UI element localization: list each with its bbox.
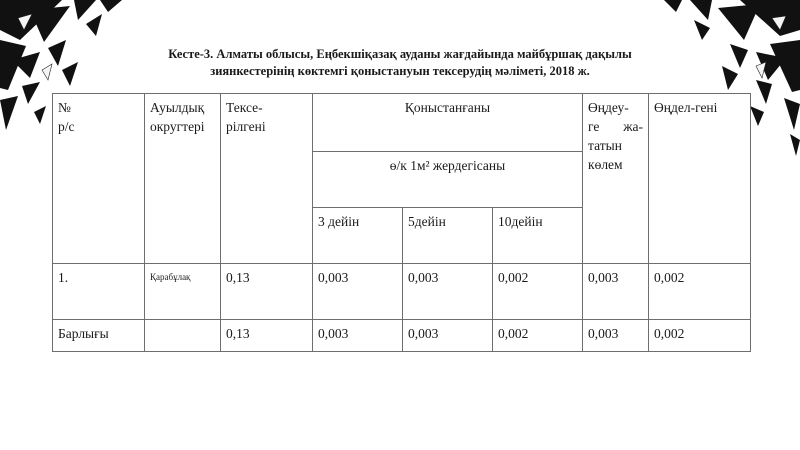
table-row (53, 320, 751, 352)
header-range-3: 10дейін (493, 208, 583, 264)
header-district-line1: Ауылдық (150, 100, 205, 115)
header-district-line2: округтері (150, 119, 205, 134)
header-processed-line2 (588, 117, 643, 136)
header-processed-line1: Өңдеу- (588, 100, 629, 115)
cell-range-1: 0,003 (313, 264, 403, 320)
table-row (53, 264, 751, 320)
cell-processed-done: 0,002 (649, 320, 751, 352)
header-settled: Қоныстанғаны (313, 94, 583, 152)
caption-line-1: Кесте-3. Алматы облысы, Еңбекшіқазақ ауданы жағдайында майбұршақ дақылы (168, 47, 632, 61)
cell-district: Қарабұлақ (145, 264, 221, 320)
cell-num: Барлығы (53, 320, 145, 352)
caption-line-2: зиянкестерінің көктемгі қоныстануын тексерудің мәліметі, 2018 ж. (210, 64, 590, 78)
cell-num: 1. (53, 264, 145, 320)
cell-range-1: 0,003 (313, 320, 403, 352)
cell-processed-done: 0,002 (649, 264, 751, 320)
header-district (145, 94, 221, 264)
cell-checked: 0,13 (221, 264, 313, 320)
header-range-1: 3 дейін (313, 208, 403, 264)
header-num (53, 94, 145, 264)
header-processed-line2a: ге (588, 119, 600, 134)
header-processed-line4: көлем (588, 157, 623, 172)
cell-checked: 0,13 (221, 320, 313, 352)
header-checked-line1: Тексе- (226, 100, 263, 115)
header-num-line1: № (58, 100, 71, 115)
header-processed-done: Өңдел-гені (649, 94, 751, 264)
header-range-2: 5дейін (403, 208, 493, 264)
cell-processed: 0,003 (583, 264, 649, 320)
cell-range-2: 0,003 (403, 320, 493, 352)
cell-processed: 0,003 (583, 320, 649, 352)
cell-range-3: 0,002 (493, 320, 583, 352)
header-processed-line3: татын (588, 138, 622, 153)
header-processed-line2b: жа- (623, 119, 644, 134)
cell-range-3: 0,002 (493, 264, 583, 320)
header-processed (583, 94, 649, 264)
cell-district (145, 320, 221, 352)
header-checked-line2: рілгені (226, 119, 266, 134)
header-checked (221, 94, 313, 264)
table-caption (120, 46, 680, 80)
header-per-m2: ө/к 1м² жердегісаны (313, 152, 583, 208)
header-num-line2: р/с (58, 119, 75, 134)
cell-range-2: 0,003 (403, 264, 493, 320)
data-table (52, 93, 751, 352)
